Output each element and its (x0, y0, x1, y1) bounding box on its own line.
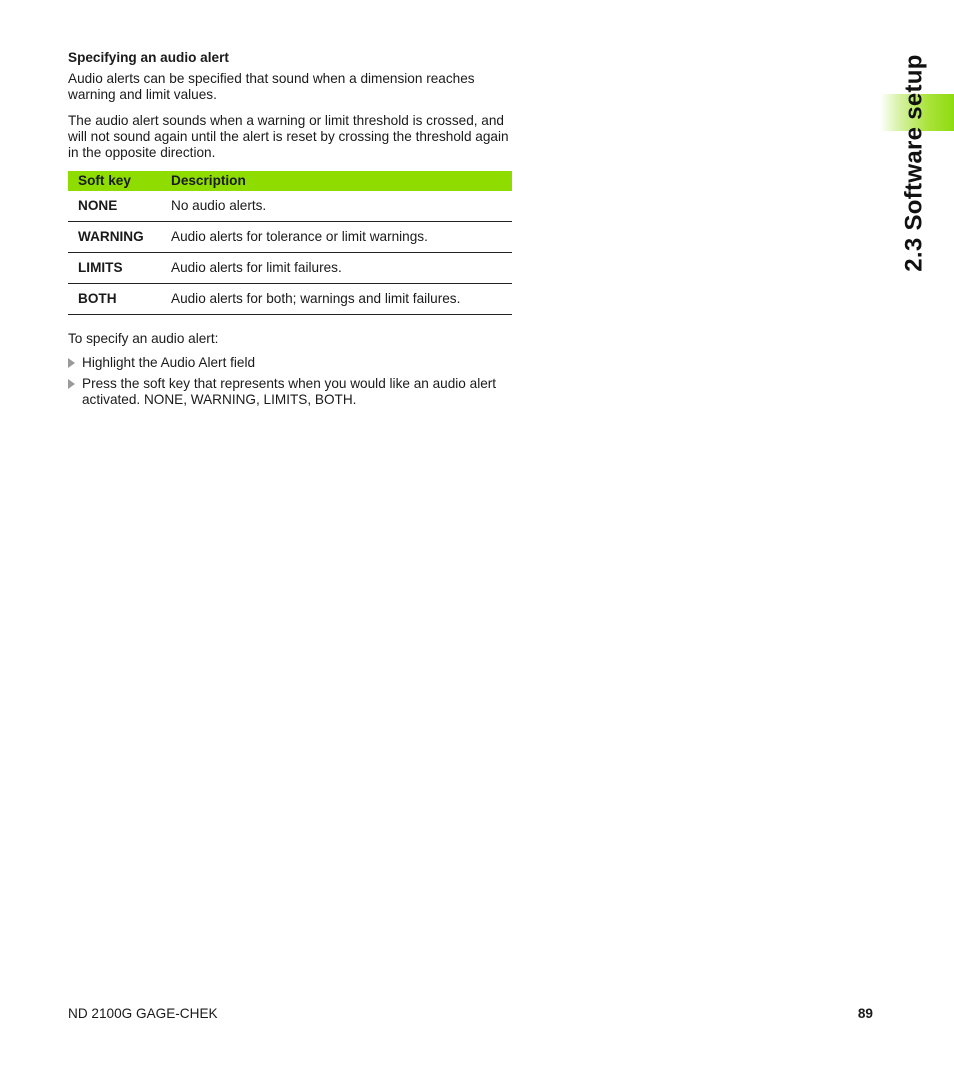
procedure-steps (68, 355, 512, 408)
table-header-row (68, 171, 512, 191)
threshold-paragraph: The audio alert sounds when a warning or limit threshold is crossed, and will not sound again until the alert is reset by crossing the threshold again in the opposite direction. (68, 113, 509, 160)
soft-key-cell: BOTH (68, 284, 171, 315)
step-text: Highlight the Audio Alert field (82, 355, 256, 370)
header-soft-key: Soft key (78, 173, 131, 188)
table-row (68, 253, 512, 284)
header-description: Description (171, 173, 246, 188)
list-item (68, 355, 512, 371)
soft-key-cell: LIMITS (68, 253, 171, 284)
description-cell: Audio alerts for both; warnings and limit failures. (171, 284, 512, 315)
description-cell: Audio alerts for tolerance or limit warnings. (171, 222, 512, 253)
description-cell: No audio alerts. (171, 191, 512, 222)
soft-key-cell: NONE (68, 191, 171, 222)
page-number: 89 (857, 1006, 873, 1021)
section-heading: Specifying an audio alert (68, 50, 229, 65)
triangle-arrow-icon (68, 379, 75, 389)
description-cell: Audio alerts for limit failures. (171, 253, 512, 284)
triangle-arrow-icon (68, 358, 75, 368)
intro-paragraph: Audio alerts can be specified that sound when a dimension reaches warning and limit values. (68, 71, 475, 102)
list-item (68, 376, 512, 408)
main-content (68, 50, 512, 413)
table-row (68, 222, 512, 253)
footer-product-name: ND 2100G GAGE-CHEK (68, 1006, 218, 1021)
step-text: Press the soft key that represents when you would like an audio alert activated. NONE, WARNING, LIMITS, BOTH. (82, 376, 497, 407)
table-row (68, 284, 512, 315)
chapter-side-title-text: 2.3 Software setup (901, 53, 928, 272)
table-row (68, 191, 512, 222)
procedure-intro: To specify an audio alert: (68, 331, 219, 346)
soft-key-table (68, 171, 512, 315)
soft-key-cell: WARNING (68, 222, 171, 253)
chapter-side-title (850, 40, 954, 285)
